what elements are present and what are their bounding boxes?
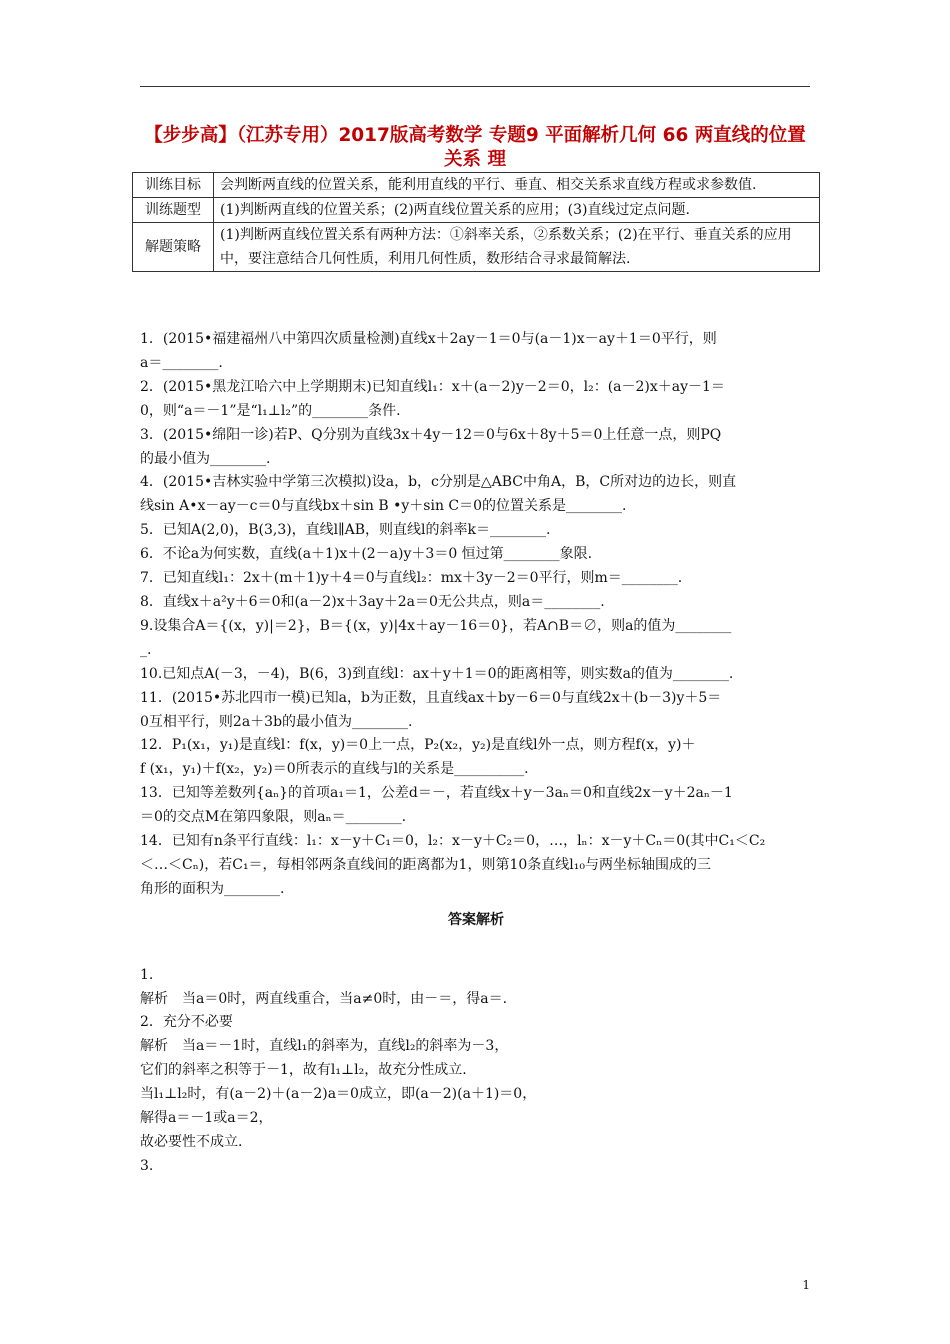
answer-line: 3. xyxy=(140,1157,154,1174)
question-line: 14．已知有n条平行直线：l₁：x－y＋C₁＝0，l₂：x－y＋C₂＝0，…，lₙ：x－y＋Cₙ＝0(其中C₁＜C₂ xyxy=(140,833,766,850)
answer-heading: 答案解析 xyxy=(448,911,504,928)
answer-line: 故必要性不成立. xyxy=(140,1134,243,1150)
answer-line: 解得a＝－1或a＝2， xyxy=(140,1110,273,1127)
question-line: 8．直线x＋a²y＋6＝0和(a－2)x＋3ay＋2a＝0无公共点，则a＝________. xyxy=(140,593,605,610)
row-value: 会判断两直线的位置关系，能利用直线的平行、垂直、相交关系求直线方程或求参数值. xyxy=(214,173,820,198)
training-info-table xyxy=(132,172,820,272)
table-row xyxy=(133,173,820,198)
header-rule xyxy=(140,86,810,87)
answer-line: 解析 当a＝0时，两直线重合，当a≠0时，由－＝，得a＝. xyxy=(140,990,508,1007)
question-line: 12．P₁(x₁，y₁)是直线l：f(x，y)＝0上一点，P₂(x₂，y₂)是直线l外一点，则方程f(x，y)＋ xyxy=(140,737,696,754)
question-line: 2．(2015•黑龙江哈六中上学期期末)已知直线l₁：x＋(a－2)y－2＝0，l₂：(a－2)x＋ay－1＝ xyxy=(140,378,725,395)
row-label: 解题策略 xyxy=(133,223,214,272)
answer-line: 1. xyxy=(140,966,154,983)
answer-line: 它们的斜率之积等于－1，故有l₁⊥l₂，故充分性成立. xyxy=(140,1062,467,1079)
answer-line: 解析 当a＝－1时，直线l₁的斜率为，直线l₂的斜率为－3， xyxy=(140,1038,509,1055)
question-line: 9.设集合A＝{(x，y)|＝2}，B＝{(x，y)|4x＋ay－16＝0}，若A∩B＝∅，则a的值为________ xyxy=(140,617,732,634)
page-number: 1 xyxy=(802,1278,810,1292)
question-line: 0，则“a＝－1”是“l₁⊥l₂”的________条件. xyxy=(140,402,401,419)
question-line: 的最小值为________. xyxy=(140,450,271,467)
question-line: 1．(2015•福建福州八中第四次质量检测)直线x＋2ay－1＝0与(a－1)x－ay＋1＝0平行，则 xyxy=(140,331,717,347)
question-line: 3．(2015•绵阳一诊)若P、Q分别为直线3x＋4y－12＝0与6x＋8y＋5＝0上任意一点，则PQ xyxy=(140,426,722,443)
question-line: 0互相平行，则2a＋3b的最小值为________. xyxy=(140,713,413,730)
document-body xyxy=(140,328,812,1179)
question-line: 线sin A•x－ay－c＝0与直线bx＋sin B •y＋sin C＝0的位置关系是________. xyxy=(140,498,627,515)
spacer xyxy=(140,940,812,964)
question-line: f (x₁，y₁)＋f(x₂，y₂)＝0所表示的直线与l的关系是__________. xyxy=(140,761,529,778)
table-row xyxy=(133,198,820,223)
question-line: 4．(2015•吉林实验中学第三次模拟)设a，b，c分别是△ABC中角A，B，C所对边的边长，则直 xyxy=(140,474,737,491)
question-line: 7．已知直线l₁：2x＋(m＋1)y＋4＝0与直线l₂：mx＋3y－2＝0平行，则m＝________. xyxy=(140,570,683,587)
question-line: ＝0的交点M在第四象限，则aₙ＝________. xyxy=(140,809,407,826)
answer-line: 2．充分不必要 xyxy=(140,1014,233,1031)
question-line: a＝________. xyxy=(140,354,223,371)
question-line: 6．不论a为何实数，直线(a＋1)x＋(2－a)y＋3＝0 恒过第________象限. xyxy=(140,546,593,563)
row-label: 训练题型 xyxy=(133,198,214,223)
document-title: 【步步高】（江苏专用）2017版高考数学 专题9 平面解析几何 66 两直线的位置关系 理 xyxy=(144,125,806,170)
question-line: 10.已知点A(－3，－4)，B(6，3)到直线l：ax＋y＋1＝0的距离相等，则实数a的值为________. xyxy=(140,665,734,682)
question-line: ＜…＜Cₙ)，若C₁＝，每相邻两条直线间的距离都为1，则第10条直线l₁₀与两坐标轴围成的三 xyxy=(140,856,711,873)
answer-line: 当l₁⊥l₂时，有(a－2)＋(a－2)a＝0成立，即(a－2)(a＋1)＝0， xyxy=(140,1086,537,1103)
question-line: _. xyxy=(140,641,152,658)
row-value: (1)判断两直线位置关系有两种方法：①斜率关系，②系数关系；(2)在平行、垂直关系的应用中，要注意结合几何性质，利用几何性质，数形结合寻求最简解法. xyxy=(214,223,820,272)
row-value: (1)判断两直线的位置关系；(2)两直线位置关系的应用；(3)直线过定点问题. xyxy=(214,198,820,223)
question-line: 11．(2015•苏北四市一模)已知a，b为正数，且直线ax＋by－6＝0与直线2x＋(b－3)y＋5＝ xyxy=(140,689,722,706)
table-row xyxy=(133,223,820,272)
row-label: 训练目标 xyxy=(133,173,214,198)
question-line: 角形的面积为________. xyxy=(140,880,285,897)
question-line: 5．已知A(2,0)，B(3,3)，直线l∥AB，则直线l的斜率k＝________. xyxy=(140,522,551,539)
question-line: 13．已知等差数列{aₙ}的首项a₁＝1，公差d＝－，若直线x＋y－3aₙ＝0和直线2x－y＋2aₙ－1 xyxy=(140,785,733,802)
